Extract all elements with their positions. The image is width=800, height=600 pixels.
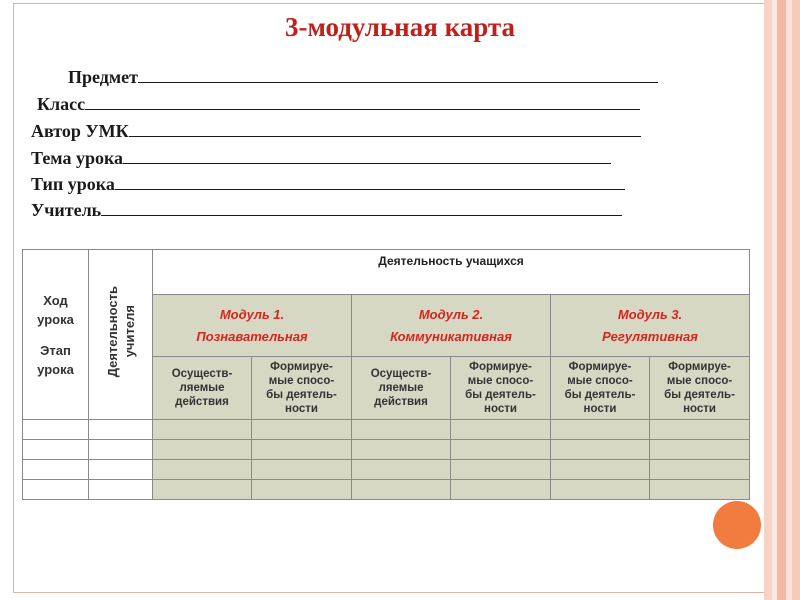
student-activity-header: Деятельность учащихся xyxy=(153,250,750,295)
field-teacher xyxy=(31,200,622,221)
progress-stage-header xyxy=(23,250,89,420)
table-cell xyxy=(153,480,252,500)
table-cell xyxy=(650,440,750,460)
table-cell xyxy=(352,460,451,480)
table-cell xyxy=(451,460,551,480)
table-cell xyxy=(451,480,551,500)
table-cell xyxy=(352,480,451,500)
table-cell xyxy=(153,460,252,480)
field-type-line xyxy=(115,176,625,190)
table-cell xyxy=(650,460,750,480)
table-cell xyxy=(153,440,252,460)
table-row xyxy=(23,480,750,500)
field-teacher-line xyxy=(101,202,622,216)
progress-label: Ход урока xyxy=(37,292,74,327)
module-1-header: Модуль 1. Познавательная xyxy=(153,295,352,357)
table-cell xyxy=(252,480,352,500)
table-cell xyxy=(252,460,352,480)
field-subject xyxy=(68,67,658,88)
module-2-header: Модуль 2. Коммуникативная xyxy=(352,295,551,357)
field-author-label: Автор УМК xyxy=(31,121,129,141)
field-type xyxy=(31,174,625,195)
field-topic-line xyxy=(123,150,611,164)
field-class-line xyxy=(85,96,640,110)
stage-label: Этап урока xyxy=(37,342,74,377)
table-cell xyxy=(23,480,89,500)
subheader-4: Формируе- мые спосо- бы деятель- ности xyxy=(451,357,551,420)
module-card-table xyxy=(22,249,750,500)
field-class-label: Класс xyxy=(37,94,86,114)
header-fields xyxy=(0,0,800,240)
subheader-6: Формируе- мые спосо- бы деятель- ности xyxy=(650,357,750,420)
table-cell xyxy=(352,440,451,460)
field-author-line xyxy=(129,123,641,137)
table-cell xyxy=(89,460,153,480)
teacher-activity-header xyxy=(89,250,153,420)
table-cell xyxy=(451,420,551,440)
teacher-activity-label: Деятельность учителя xyxy=(104,286,137,378)
table-cell xyxy=(23,440,89,460)
table-cell xyxy=(650,420,750,440)
table-cell xyxy=(23,420,89,440)
subheader-1: Осуществ- ляемые действия xyxy=(153,357,252,420)
table-row xyxy=(23,420,750,440)
empty-rows xyxy=(23,420,750,500)
table-cell xyxy=(551,460,650,480)
subheader-5: Формируе- мые спосо- бы деятель- ности xyxy=(551,357,650,420)
field-topic xyxy=(31,148,611,169)
table-cell xyxy=(252,420,352,440)
page-title: 3-модульная карта xyxy=(285,12,515,42)
field-topic-label: Тема урока xyxy=(31,148,124,168)
field-author xyxy=(31,121,641,142)
subheader-3: Осуществ- ляемые действия xyxy=(352,357,451,420)
field-teacher-label: Учитель xyxy=(31,200,102,220)
table-row xyxy=(23,460,750,480)
table-cell xyxy=(89,420,153,440)
table-cell xyxy=(650,480,750,500)
field-subject-label: Предмет xyxy=(68,67,138,87)
table-cell xyxy=(153,420,252,440)
field-class xyxy=(37,94,640,115)
table-cell xyxy=(451,440,551,460)
module-3-header: Модуль 3. Регулятивная xyxy=(551,295,750,357)
table-cell xyxy=(89,440,153,460)
table-row xyxy=(23,440,750,460)
table-cell xyxy=(551,480,650,500)
field-type-label: Тип урока xyxy=(31,174,115,194)
table-cell xyxy=(89,480,153,500)
table-cell xyxy=(23,460,89,480)
field-subject-line xyxy=(138,69,658,83)
subheader-2: Формируе- мые спосо- бы деятель- ности xyxy=(252,357,352,420)
table-cell xyxy=(551,420,650,440)
table-cell xyxy=(252,440,352,460)
table-cell xyxy=(551,440,650,460)
table-cell xyxy=(352,420,451,440)
decorative-circle xyxy=(713,501,761,549)
